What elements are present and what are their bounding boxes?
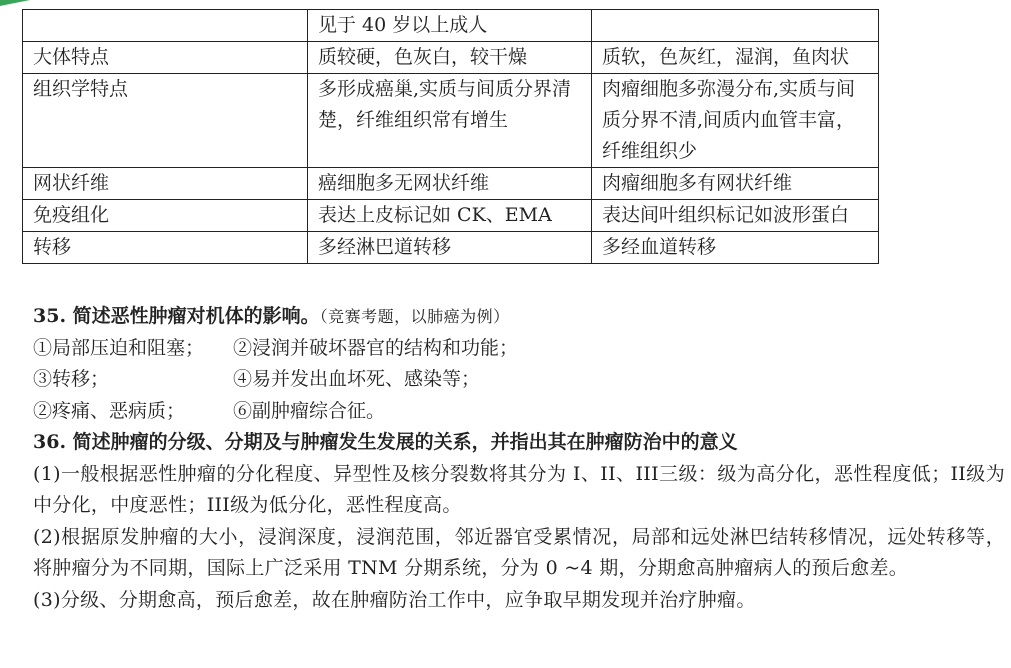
table-cell: 转移 <box>23 232 308 264</box>
answer-paragraph: (1)一般根据恶性肿瘤的分化程度、异型性及核分裂数将其分为 I、II、III三级：级为高分化，恶性程度低；II级为中分化，中度恶性；III级为低分化，恶性程度高。 <box>33 462 1005 516</box>
table-cell: 免疫组化 <box>23 200 308 232</box>
table-cell: 肉瘤细胞多弥漫分布,实质与间质分界不清,间质内血管丰富，纤维组织少 <box>592 74 879 168</box>
table-cell: 癌细胞多无网状纤维 <box>308 168 592 200</box>
question-36-title: 36. 简述肿瘤的分级、分期及与肿瘤发生发展的关系，并指出其在肿瘤防治中的意义 <box>33 431 738 453</box>
comparison-table <box>22 9 879 264</box>
table-cell: 多经淋巴道转移 <box>308 232 592 264</box>
answer-item: ②浸润并破坏器官的结构和功能； <box>233 336 519 359</box>
answer-item: ③转移； <box>33 368 110 390</box>
answer-paragraph: (3)分级、分期愈高，预后愈差，故在肿瘤防治工作中，应争取早期发现并治疗肿瘤。 <box>33 588 756 611</box>
question-35-heading: 35. 简述恶性肿瘤对机体的影响。 <box>33 305 320 327</box>
question-35-title <box>33 301 1005 333</box>
table-cell <box>592 10 879 42</box>
table-cell: 多经血道转移 <box>592 232 879 264</box>
questions-section <box>33 301 1005 616</box>
table-row <box>23 200 879 232</box>
table-cell: 表达间叶组织标记如波形蛋白 <box>592 200 879 232</box>
corner-mark <box>0 0 30 6</box>
question-35-note: （竞赛考题，以肺癌为例） <box>319 307 510 326</box>
table-row <box>23 42 879 74</box>
table-row <box>23 168 879 200</box>
answer-line <box>33 396 1005 428</box>
table-cell: 见于 40 岁以上成人 <box>308 10 592 42</box>
table-cell: 大体特点 <box>23 42 308 74</box>
table-cell: 质软，色灰红，湿润，鱼肉状 <box>592 42 879 74</box>
table-cell: 质较硬，色灰白，较干燥 <box>308 42 592 74</box>
table-row <box>23 74 879 168</box>
table-cell: 表达上皮标记如 CK、EMA <box>308 200 592 232</box>
answer-paragraph: (2)根据原发肿瘤的大小，浸润深度，浸润范围，邻近器官受累情况，局部和远处淋巴结转移情况，远处转移等，将肿瘤分为不同期，国际上广泛采用 TNM 分期系统，分为 0 ~4 期，分期愈高肿瘤病人的预后愈差。 <box>33 525 1005 579</box>
table-row <box>23 232 879 264</box>
answer-item: ⑥副肿瘤综合征。 <box>233 399 386 422</box>
table-row <box>23 10 879 42</box>
table-cell: 肉瘤细胞多有网状纤维 <box>592 168 879 200</box>
table-cell: 多形成癌巢,实质与间质分界清楚，纤维组织常有增生 <box>308 74 592 168</box>
answer-item: ①局部压迫和阻塞； <box>33 336 205 359</box>
answer-item: ④易并发出血坏死、感染等； <box>233 368 481 390</box>
answer-line <box>33 333 1005 365</box>
table-cell: 网状纤维 <box>23 168 308 200</box>
table-cell <box>23 10 308 42</box>
answer-line <box>33 364 1005 396</box>
table-cell: 组织学特点 <box>23 74 308 168</box>
answer-item: ②疼痛、恶病质； <box>33 399 186 422</box>
